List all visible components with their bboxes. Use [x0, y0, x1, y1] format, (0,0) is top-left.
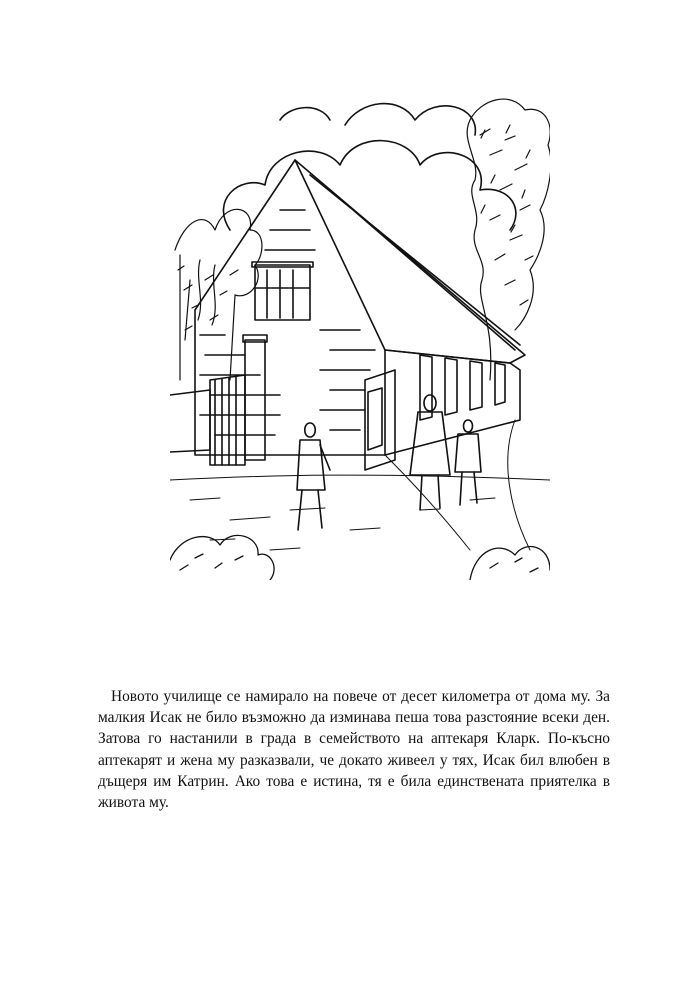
ground — [170, 420, 550, 550]
school-building-illustration — [170, 80, 550, 580]
bushes — [170, 535, 550, 580]
clouds — [223, 104, 515, 230]
body-paragraph: Новото училище се намирало на повече от десет километра от дома му. За малкия Исак не било възможно да изминава пеша това разстояние всеки ден. Затова го настанили в града в семейството на аптекаря Кларк. По-късно аптекарят и жена му разказвали, че докато живеел у тях, Исак бил влюбен в дъщеря им Катрин. Ако това е истина, тя е била единствената приятелка в живота му. — [98, 688, 610, 812]
right-tree — [467, 99, 550, 380]
